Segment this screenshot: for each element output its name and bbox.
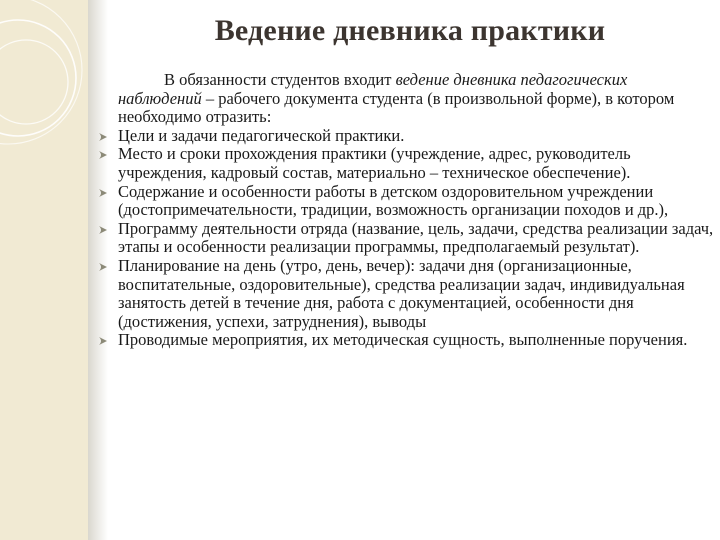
bullet-item: [118, 220, 714, 257]
bullet-icon: [98, 262, 108, 272]
decorative-band: [0, 0, 88, 540]
bullet-text: Планирование на день (утро, день, вечер): задачи дня (организационные, воспитательные, оздоровительные), средства реализации задач, индивидуальная занятость детей в течение дня, работа с документацией, особенности дня (достижения, успехи, затруднения), выводы: [118, 255, 685, 331]
bullet-text: Место и сроки прохождения практики (учреждение, адрес, руководитель учреждения, кадровый состав, материально – техническое обеспечение).: [118, 144, 631, 182]
bullet-icon: [98, 188, 108, 198]
bullet-text: Цели и задачи педагогической практики.: [118, 125, 405, 145]
decorative-circles: [0, 0, 88, 540]
intro-paragraph: [118, 71, 714, 127]
slide-content: [118, 71, 714, 350]
bullet-list: [118, 127, 714, 350]
bullet-item: [118, 331, 714, 350]
bullet-item: [118, 183, 714, 220]
bullet-icon: [98, 132, 108, 142]
bullet-icon: [98, 225, 108, 235]
bullet-icon: [98, 150, 108, 160]
intro-emphasis: ведение дневника педагогических наблюдений: [118, 70, 628, 108]
bullet-item: [118, 145, 714, 182]
bullet-icon: [98, 336, 108, 346]
intro-text-before: В обязанности студентов входит: [164, 70, 396, 89]
bullet-text: Программу деятельности отряда (название, цель, задачи, средства реализации задач, этапы и особенности реализации программы, предполагаемый результат).: [118, 218, 714, 257]
bullet-text: Содержание и особенности работы в детском оздоровительном учреждении (достопримечательности, традиции, возможность организации походов и др.),: [118, 181, 669, 220]
bullet-item: [118, 257, 714, 331]
slide-title: Ведение дневника практики: [214, 14, 606, 47]
bullet-text: Проводимые мероприятия, их методическая сущность, выполненные поручения.: [118, 330, 688, 350]
bullet-item: [118, 127, 714, 146]
intro-text-after: – рабочего документа студента (в произвольной форме), в котором необходимо отразить:: [118, 88, 675, 127]
